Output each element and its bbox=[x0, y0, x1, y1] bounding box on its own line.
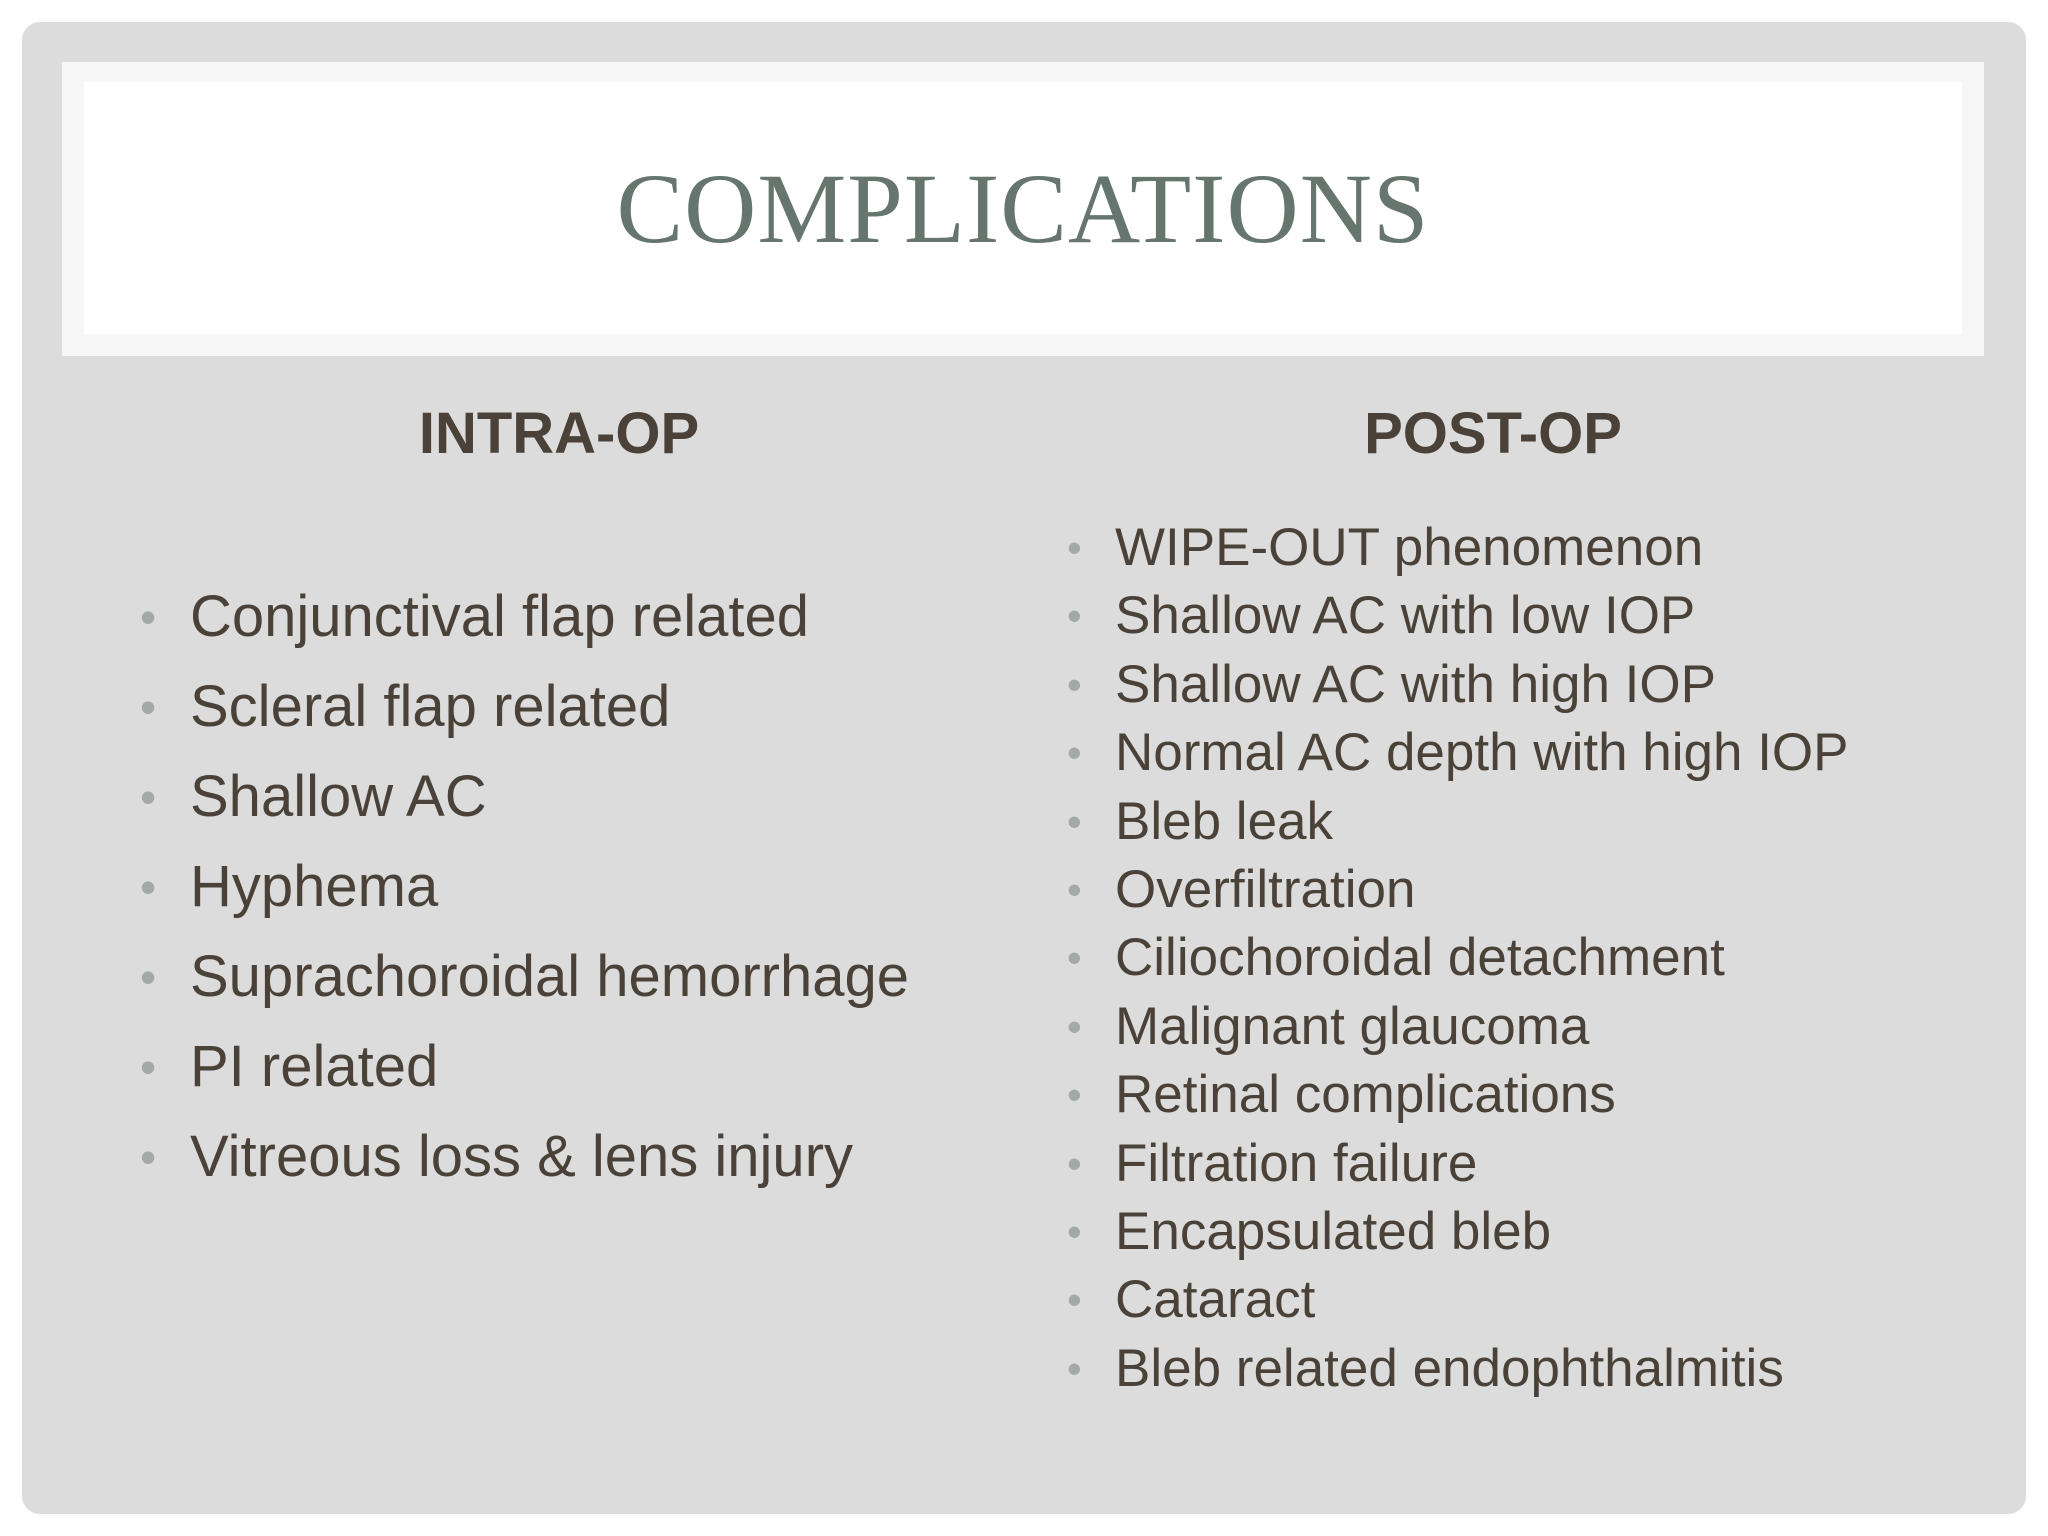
bullet-icon: • bbox=[140, 1041, 157, 1093]
list-item-text: Bleb related endophthalmitis bbox=[1115, 1338, 1784, 1398]
list-item bbox=[1067, 1198, 1849, 1266]
list-item bbox=[140, 572, 909, 662]
list-item-text: Ciliochoroidal detachment bbox=[1115, 928, 1725, 988]
list-item bbox=[1067, 719, 1849, 787]
bullet-icon: • bbox=[140, 591, 157, 643]
list-item-text: Shallow AC with high IOP bbox=[1115, 654, 1716, 714]
list-item bbox=[140, 1022, 909, 1112]
bullet-icon: • bbox=[1067, 1139, 1082, 1187]
slide bbox=[22, 22, 2026, 1514]
bullet-icon: • bbox=[140, 681, 157, 733]
list-item bbox=[1067, 1335, 1849, 1403]
list-item bbox=[1067, 788, 1849, 856]
list-item-text: Bleb leak bbox=[1115, 791, 1334, 851]
list-item-text: Suprachoroidal hemorrhage bbox=[190, 944, 909, 1009]
list-item-text: Normal AC depth with high IOP bbox=[1115, 723, 1849, 783]
list-item-text: Encapsulated bleb bbox=[1115, 1201, 1552, 1261]
bullet-icon: • bbox=[1067, 1002, 1082, 1050]
intra-op-heading: INTRA-OP bbox=[418, 401, 700, 466]
list-item bbox=[1067, 651, 1849, 719]
list-item-text: PI related bbox=[190, 1034, 439, 1099]
title-frame bbox=[62, 62, 1984, 356]
post-op-list bbox=[1067, 514, 1849, 1403]
list-item-text: Overfiltration bbox=[1115, 859, 1416, 919]
post-op-heading: POST-OP bbox=[1364, 401, 1622, 466]
list-item-text: Filtration failure bbox=[1115, 1133, 1478, 1193]
list-item bbox=[140, 662, 909, 752]
list-item-text: Retinal complications bbox=[1115, 1065, 1616, 1125]
bullet-icon: • bbox=[1067, 1071, 1082, 1119]
list-item bbox=[1067, 582, 1849, 650]
intra-op-list bbox=[140, 572, 909, 1202]
list-item bbox=[1067, 1266, 1849, 1334]
list-item bbox=[1067, 993, 1849, 1061]
list-item-text: Shallow AC with low IOP bbox=[1115, 586, 1696, 646]
bullet-icon: • bbox=[1067, 1276, 1082, 1324]
list-item bbox=[140, 1112, 909, 1202]
list-item bbox=[1067, 856, 1849, 924]
bullet-icon: • bbox=[1067, 1344, 1082, 1392]
list-item bbox=[140, 932, 909, 1022]
list-item-text: Vitreous loss & lens injury bbox=[190, 1124, 854, 1189]
bullet-icon: • bbox=[140, 861, 157, 913]
list-item-text: Shallow AC bbox=[190, 764, 487, 829]
title-box bbox=[84, 82, 1962, 334]
list-item-text: WIPE-OUT phenomenon bbox=[1115, 518, 1704, 577]
list-item bbox=[1067, 1130, 1849, 1198]
list-item-text: Hyphema bbox=[190, 854, 439, 919]
bullet-icon: • bbox=[1067, 1207, 1082, 1255]
bullet-icon: • bbox=[1067, 865, 1082, 913]
list-item-text: Malignant glaucoma bbox=[1115, 996, 1590, 1056]
bullet-icon: • bbox=[140, 1131, 157, 1183]
bullet-icon: • bbox=[1067, 729, 1082, 777]
bullet-icon: • bbox=[140, 771, 157, 823]
bullet-icon: • bbox=[1067, 934, 1082, 982]
list-item bbox=[1067, 1061, 1849, 1129]
list-item bbox=[1067, 514, 1849, 582]
bullet-icon: • bbox=[1067, 524, 1082, 571]
bullet-icon: • bbox=[140, 951, 157, 1003]
bullet-icon: • bbox=[1067, 592, 1082, 640]
list-item-text: Conjunctival flap related bbox=[190, 584, 810, 649]
list-item bbox=[1067, 924, 1849, 992]
list-item bbox=[140, 842, 909, 932]
list-item-text: Scleral flap related bbox=[190, 674, 671, 739]
list-item-text: Cataract bbox=[1115, 1270, 1316, 1330]
bullet-icon: • bbox=[1067, 660, 1082, 708]
slide-title: COMPLICATIONS bbox=[616, 152, 1430, 264]
list-item bbox=[140, 752, 909, 842]
bullet-icon: • bbox=[1067, 797, 1082, 845]
